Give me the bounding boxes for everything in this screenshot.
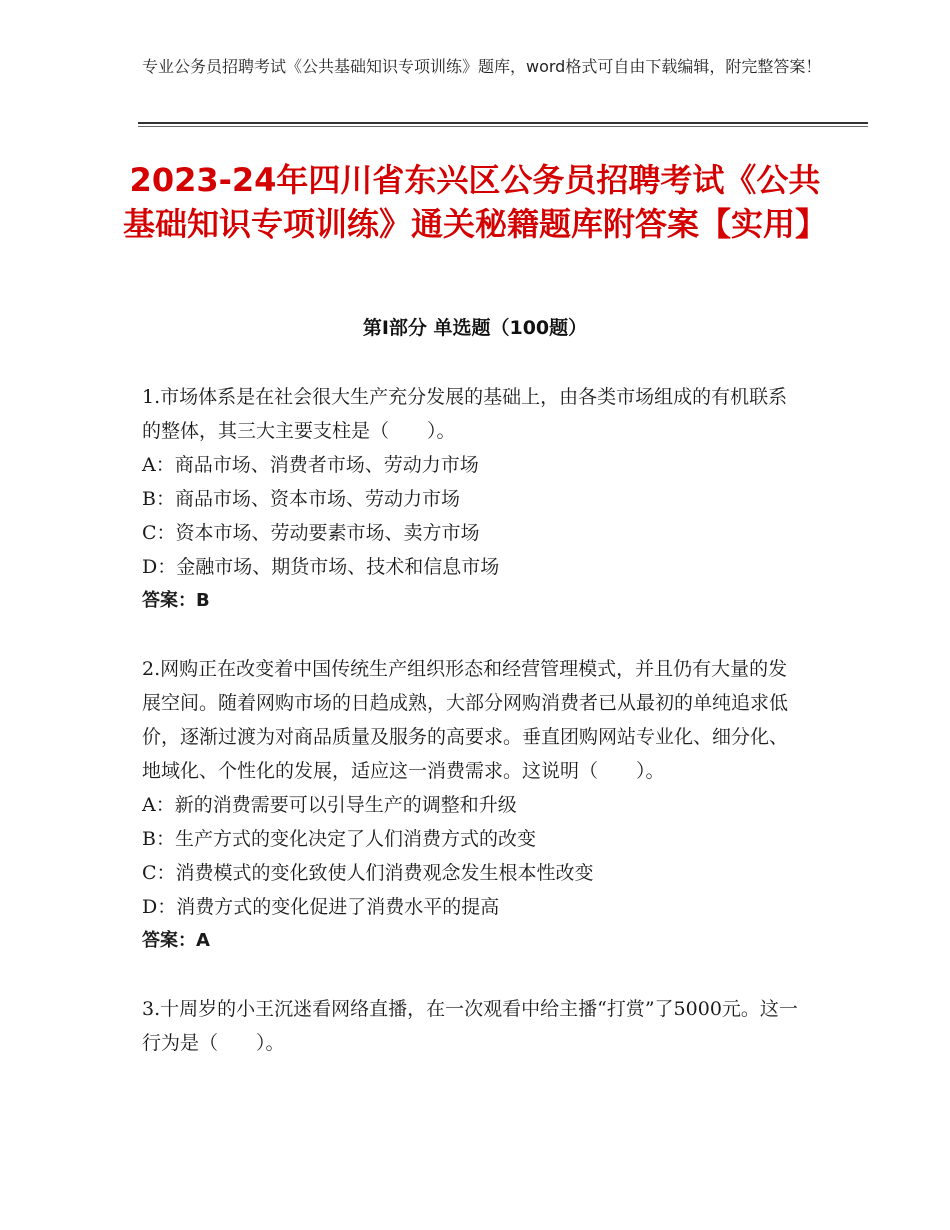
option-b: B：商品市场、资本市场、劳动力市场: [142, 488, 460, 510]
question-stem: 3.十周岁的小王沉迷看网络直播，在一次观看中给主播“打赏”了5000元。这一行为是（ ）。: [142, 998, 798, 1054]
header-note: 专业公务员招聘考试《公共基础知识专项训练》题库，word格式可自由下载编辑，附完整答案！: [142, 57, 822, 76]
option-c: C：资本市场、劳动要素市场、卖方市场: [142, 522, 480, 544]
question-3: [142, 992, 802, 1060]
document-title: 2023-24年四川省东兴区公务员招聘考试《公共基础知识专项训练》通关秘籍题库附答案【实用】: [122, 161, 827, 243]
question-stem: 2.网购正在改变着中国传统生产组织形态和经营管理模式，并且仍有大量的发展空间。随着网购市场的日趋成熟，大部分网购消费者已从最初的单纯追求低价，逐渐过渡为对商品质量及服务的高要求。垂直团购网站专业化、细分化、地域化、个性化的发展，适应这一消费需求。这说明（ ）。: [142, 658, 789, 782]
option-a: A：新的消费需要可以引导生产的调整和升级: [142, 794, 517, 816]
header-divider-thick: [138, 122, 868, 124]
option-d: D：消费方式的变化促进了消费水平的提高: [142, 896, 500, 918]
section-heading: 第Ⅰ部分 单选题（100题）: [362, 317, 588, 339]
header-divider-thin: [138, 126, 868, 127]
option-d: D：金融市场、期货市场、技术和信息市场: [142, 556, 500, 578]
question-list: [142, 380, 802, 1094]
question-stem: 1.市场体系是在社会很大生产充分发展的基础上，由各类市场组成的有机联系的整体，其三大主要支柱是（ ）。: [142, 386, 788, 442]
option-c: C：消费模式的变化致使人们消费观念发生根本性改变: [142, 862, 594, 884]
option-b: B：生产方式的变化决定了人们消费方式的改变: [142, 828, 536, 850]
option-a: A：商品市场、消费者市场、劳动力市场: [142, 454, 479, 476]
question-1: [142, 380, 802, 618]
answer-line: 答案：B: [142, 590, 210, 611]
answer-line: 答案：A: [142, 930, 210, 951]
question-2: [142, 652, 802, 958]
